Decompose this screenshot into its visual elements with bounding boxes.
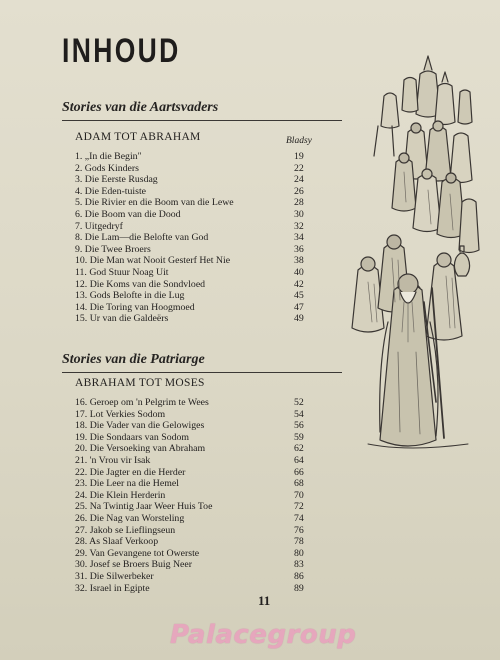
entry-title: 4. Die Eden-tuiste <box>75 185 147 197</box>
entry-title: 24. Die Klein Herderin <box>75 489 166 501</box>
entry-page: 89 <box>294 582 304 594</box>
entry-page: 64 <box>294 454 304 466</box>
contents-entry <box>75 490 320 502</box>
page-number: 11 <box>258 593 271 608</box>
entry-page: 70 <box>294 489 304 501</box>
entry-page: 72 <box>294 501 304 513</box>
contents-entry <box>75 290 320 302</box>
entry-title: 27. Jakob se Lieflingseun <box>75 524 176 536</box>
entry-title: 11. God Stuur Noag Uit <box>75 266 169 278</box>
entry-page: 54 <box>294 408 304 420</box>
entry-page: 38 <box>294 255 304 267</box>
contents-entry <box>75 501 320 513</box>
section-title-patriarge: Stories van die Patriarge <box>62 352 205 367</box>
contents-list-section-2 <box>75 397 320 594</box>
contents-entry <box>75 432 320 444</box>
entry-title: 12. Die Koms van die Sondvloed <box>75 278 206 290</box>
entry-title: 28. As Slaaf Verkoop <box>75 536 159 548</box>
entry-page: 34 <box>294 232 304 244</box>
contents-entry <box>75 209 320 221</box>
contents-entry <box>75 420 320 432</box>
contents-entry <box>75 302 320 314</box>
contents-entry <box>75 255 320 267</box>
contents-entry <box>75 151 320 163</box>
entry-title: 3. Die Eerste Rusdag <box>75 174 158 186</box>
entry-page: 40 <box>294 266 304 278</box>
entry-title: 8. Die Lam—die Belofte van God <box>75 232 209 244</box>
contents-list-section-1 <box>75 151 320 325</box>
entry-page: 30 <box>294 208 304 220</box>
contents-entry <box>75 174 320 186</box>
contents-entry <box>75 197 320 209</box>
entry-title: 17. Lot Verkies Sodom <box>75 408 166 420</box>
entry-title: 5. Die Rivier en die Boom van die Lewe <box>75 197 234 209</box>
contents-entry <box>75 409 320 421</box>
entry-page: 80 <box>294 547 304 559</box>
entry-page: 74 <box>294 512 304 524</box>
entry-title: 13. Gods Belofte in die Lug <box>75 290 185 302</box>
entry-page: 45 <box>294 290 304 302</box>
entry-page: 26 <box>294 185 304 197</box>
section-subtitle-abraham-tot-moses: ABRAHAM TOT MOSES <box>75 377 205 389</box>
section-divider <box>62 372 342 373</box>
contents-entry <box>75 313 320 325</box>
contents-entry <box>75 443 320 455</box>
section-subtitle-adam-tot-abraham: ADAM TOT ABRAHAM <box>75 131 201 143</box>
entry-title: 14. Die Toring van Hoogmoed <box>75 301 195 313</box>
procession-illustration <box>338 52 480 454</box>
entry-page: 52 <box>294 397 304 408</box>
contents-entry <box>75 467 320 479</box>
entry-page: 59 <box>294 431 304 443</box>
entry-title: 2. Gods Kinders <box>75 162 139 174</box>
entry-page: 24 <box>294 174 304 186</box>
contents-entry <box>75 267 320 279</box>
contents-entry <box>75 455 320 467</box>
entry-page: 78 <box>294 536 304 548</box>
watermark: Palacegroup <box>170 620 357 650</box>
entry-title: 22. Die Jagter en die Herder <box>75 466 186 478</box>
entry-title: 30. Josef se Broers Buig Neer <box>75 559 192 571</box>
entry-title: 29. Van Gevangene tot Owerste <box>75 547 200 559</box>
section-divider <box>62 120 342 121</box>
contents-entry <box>75 525 320 537</box>
entry-page: 36 <box>294 243 304 255</box>
contents-entry <box>75 232 320 244</box>
entry-page: 68 <box>294 478 304 490</box>
entry-title: 18. Die Vader van die Gelowiges <box>75 420 205 432</box>
contents-entry <box>75 397 320 409</box>
entry-title: 31. Die Silwerbeker <box>75 570 154 582</box>
section-title-aartsvaders: Stories van die Aartsvaders <box>62 100 219 115</box>
contents-entry <box>75 478 320 490</box>
entry-title: 10. Die Man wat Nooit Gesterf Het Nie <box>75 255 231 267</box>
contents-entry <box>75 513 320 525</box>
entry-page: 86 <box>294 570 304 582</box>
entry-title: 6. Die Boom van die Dood <box>75 208 181 220</box>
entry-page: 19 <box>294 151 304 162</box>
contents-entry <box>75 571 320 583</box>
entry-page: 49 <box>294 313 304 325</box>
entry-page: 42 <box>294 278 304 290</box>
entry-page: 22 <box>294 162 304 174</box>
entry-page: 32 <box>294 220 304 232</box>
contents-entry <box>75 548 320 560</box>
entry-title: 23. Die Leer na die Hemel <box>75 478 179 490</box>
entry-title: 15. Ur van die Galdeërs <box>75 313 169 325</box>
entry-page: 47 <box>294 301 304 313</box>
entry-page: 76 <box>294 524 304 536</box>
entry-title: 1. „In die Begin" <box>75 151 142 162</box>
entry-page: 66 <box>294 466 304 478</box>
entry-title: 9. Die Twee Broers <box>75 243 151 255</box>
entry-title: 32. Israel in Egipte <box>75 582 150 594</box>
contents-entry <box>75 163 320 175</box>
entry-title: 26. Die Nag van Worsteling <box>75 512 185 524</box>
entry-title: 21. 'n Vrou vir Isak <box>75 454 151 466</box>
contents-entry <box>75 221 320 233</box>
entry-page: 28 <box>294 197 304 209</box>
page-title: INHOUD <box>62 32 181 70</box>
entry-title: 20. Die Versoeking van Abraham <box>75 443 206 455</box>
contents-entry <box>75 559 320 571</box>
entry-page: 56 <box>294 420 304 432</box>
contents-entry <box>75 583 320 595</box>
entry-title: 19. Die Sondaars van Sodom <box>75 431 190 443</box>
contents-entry <box>75 536 320 548</box>
entry-title: 25. Na Twintig Jaar Weer Huis Toe <box>75 501 213 513</box>
contents-entry <box>75 244 320 256</box>
contents-entry <box>75 186 320 198</box>
entry-title: 7. Uitgedryf <box>75 220 123 232</box>
entry-page: 83 <box>294 559 304 571</box>
page-column-label: Bladsy <box>286 136 312 146</box>
entry-page: 62 <box>294 443 304 455</box>
entry-title: 16. Geroep om 'n Pelgrim te Wees <box>75 397 209 408</box>
contents-entry <box>75 279 320 291</box>
